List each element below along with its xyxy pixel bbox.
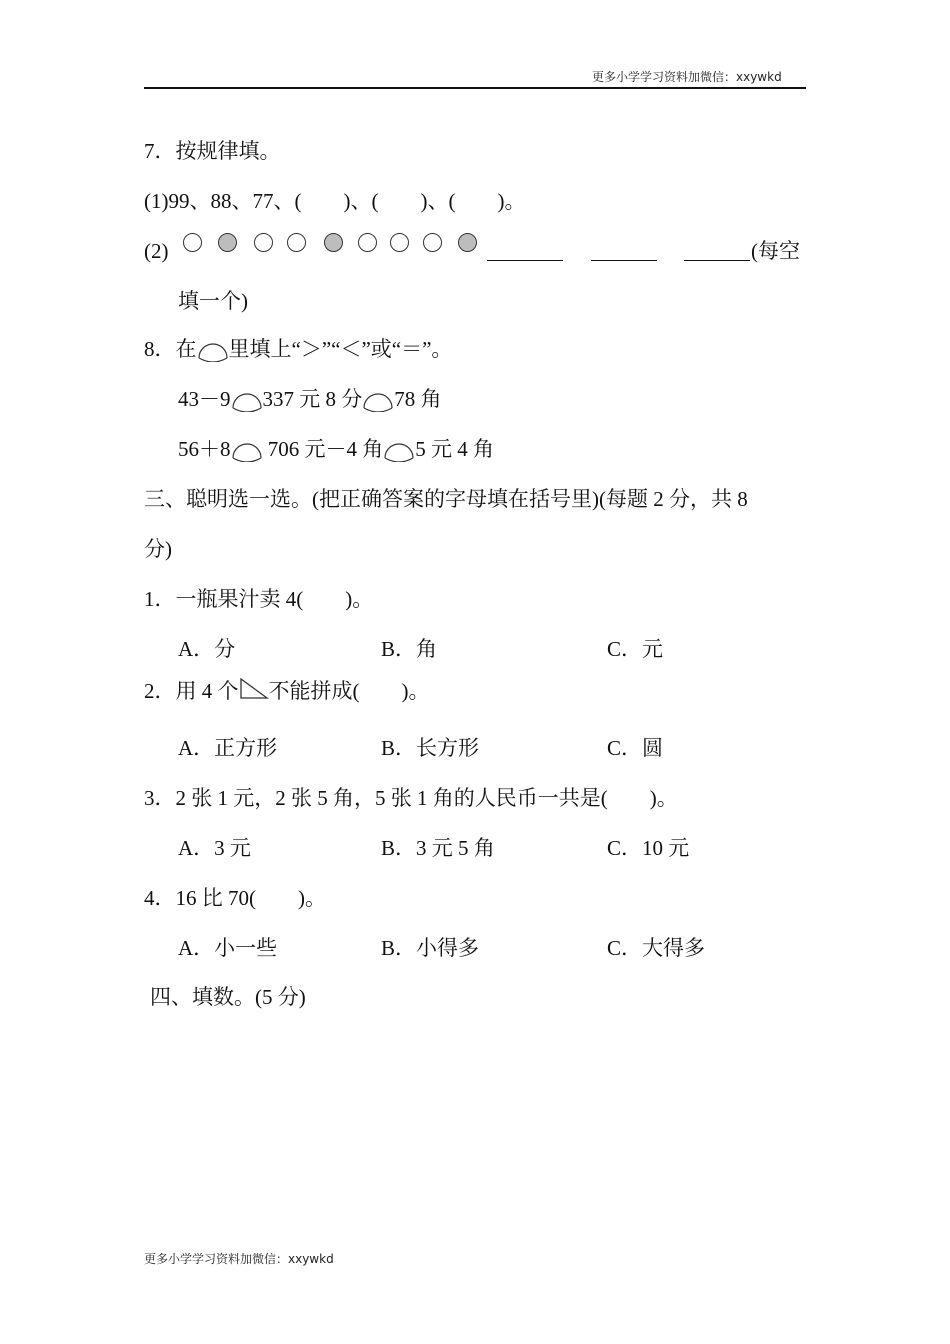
q8-r2-mid: 706 元－4 角	[267, 437, 384, 461]
s3-q2-option-c[interactable]: C．圆	[607, 736, 664, 760]
section3-title-cont: 分)	[144, 537, 172, 561]
s3-q3-option-c[interactable]: C．10 元	[607, 836, 690, 860]
q7-title: 7．按规律填。	[144, 139, 281, 163]
header-rule	[144, 87, 806, 89]
right-triangle-icon	[239, 677, 269, 701]
filled-circle	[218, 233, 237, 252]
s3-q3-option-a[interactable]: A．3 元	[178, 836, 251, 860]
q7-part1: (1)99、88、77、( )、( )、( )。	[144, 189, 526, 213]
q8-title-b: 里填上“＞”“＜”或“＝”。	[228, 337, 453, 361]
answer-circle[interactable]	[383, 436, 415, 462]
filled-circle	[458, 233, 477, 252]
s3-q4-option-c[interactable]: C．大得多	[607, 936, 706, 960]
empty-circle	[423, 233, 442, 252]
q7-part2-tail: (每空	[751, 239, 800, 263]
q8-r2-right: 5 元 4 角	[415, 437, 494, 461]
empty-circle	[358, 233, 377, 252]
q8-title-a: 8．在	[144, 337, 197, 361]
q8-r1-mid: 337 元 8 分	[262, 387, 363, 411]
q8-row2	[178, 434, 494, 464]
s3-q1-option-a[interactable]: A．分	[178, 637, 236, 661]
s3-q3-stem: 3．2 张 1 元，2 张 5 角，5 张 1 角的人民币一共是( )。	[144, 786, 678, 810]
answer-blank-2[interactable]	[591, 240, 657, 261]
empty-circle	[254, 233, 273, 252]
s3-q3-option-b[interactable]: B．3 元 5 角	[381, 836, 495, 860]
s3-q1-stem: 1．一瓶果汁卖 4( )。	[144, 587, 374, 611]
empty-circle	[183, 233, 202, 252]
compare-circle-icon	[197, 336, 229, 362]
q7-part2-cont: 填一个)	[178, 289, 248, 313]
section3-title: 三、聪明选一选。(把正确答案的字母填在括号里)(每题 2 分，共 8	[144, 487, 748, 511]
q7-part2-label: (2)	[144, 239, 169, 263]
header-note: 更多小学学习资料加微信：xxywkd	[592, 70, 782, 84]
empty-circle	[390, 233, 409, 252]
s3-q1-option-c[interactable]: C．元	[607, 637, 664, 661]
q8-r2-left: 56＋8	[178, 437, 231, 461]
answer-circle[interactable]	[231, 386, 263, 412]
empty-circle	[287, 233, 306, 252]
answer-blank-1[interactable]	[487, 240, 563, 261]
s3-q2-stem-b: 不能拼成( )。	[268, 679, 430, 703]
answer-blank-3[interactable]	[684, 240, 750, 261]
s3-q2-option-b[interactable]: B．长方形	[381, 736, 480, 760]
q8-row1	[178, 384, 442, 414]
answer-circle[interactable]	[362, 386, 394, 412]
footer-note: 更多小学学习资料加微信：xxywkd	[144, 1252, 334, 1266]
section4-title: 四、填数。(5 分)	[150, 985, 306, 1009]
s3-q4-option-b[interactable]: B．小得多	[381, 936, 480, 960]
q8-r1-right: 78 角	[394, 387, 442, 411]
q8-r1-left: 43－9	[178, 387, 231, 411]
s3-q1-option-b[interactable]: B．角	[381, 637, 438, 661]
s3-q2-stem-a: 2．用 4 个	[144, 679, 239, 703]
answer-circle[interactable]	[231, 436, 263, 462]
q8-title	[144, 334, 452, 364]
s3-q2-stem	[144, 676, 430, 706]
filled-circle	[324, 233, 343, 252]
s3-q2-option-a[interactable]: A．正方形	[178, 736, 278, 760]
s3-q4-stem: 4．16 比 70( )。	[144, 886, 326, 910]
s3-q4-option-a[interactable]: A．小一些	[178, 936, 278, 960]
